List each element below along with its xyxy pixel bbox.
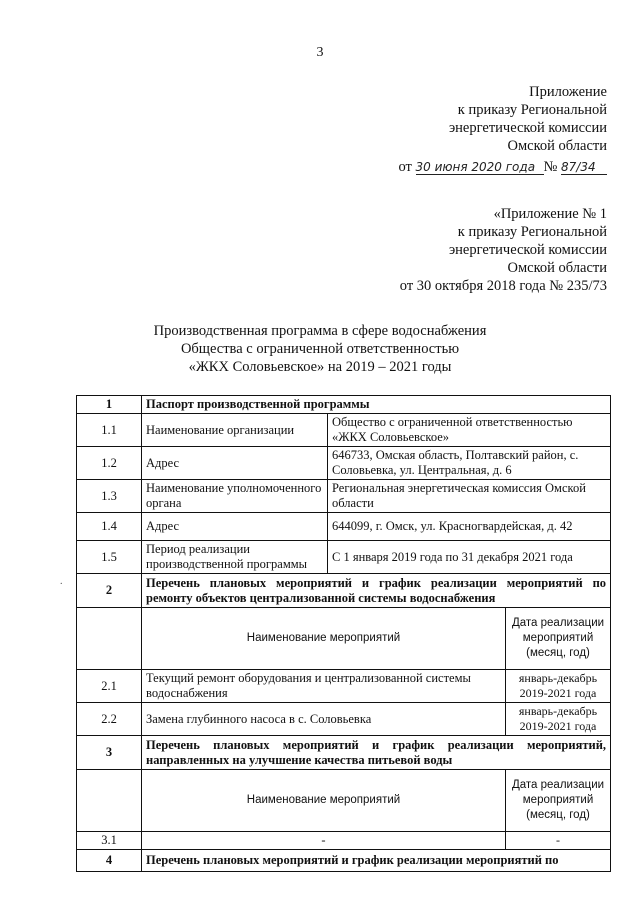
row-name: - [142,832,506,850]
row-label: Наименование организации [142,414,328,447]
row-label: Наименование уполномоченного органа [142,480,328,513]
row-label: Адрес [142,447,328,480]
section-number: 2 [77,574,142,608]
margin-mark: . [60,576,63,587]
appendix1-line: Омской области [507,260,607,276]
row-name: Текущий ремонт оборудования и централизованной системы водоснабжения [142,670,506,703]
appendix1-line: «Приложение № 1 [493,206,607,222]
section-row [77,850,611,872]
handwritten-date: 30 июня 2020 года [416,160,544,175]
row-value: С 1 января 2019 года по 31 декабря 2021 года [328,541,611,574]
title-line: Общества с ограниченной ответственностью [180,341,460,357]
row-number: 2.2 [77,703,142,736]
row-name: Замена глубинного насоса в с. Соловьевка [142,703,506,736]
section-row [77,574,611,608]
section-number: 3 [77,736,142,770]
handwritten-number: 87/34 [561,160,607,175]
row-value: 644099, г. Омск, ул. Красногвардейская, д. 42 [328,513,611,541]
appendix1-line: энергетической комиссии [448,242,607,258]
section-number: 4 [77,850,142,872]
section-row [77,396,611,414]
appendix1-line: к приказу Региональной [457,224,607,240]
row-value: 646733, Омская область, Полтавский район, с. Соловьевка, ул. Центральная, д. 6 [328,447,611,480]
column-header-date: Дата реализации мероприятий (месяц, год) [506,770,611,832]
row-date: январь-декабрь 2019-2021 года [506,670,611,703]
row-value: Региональная энергетическая комиссия Омской области [328,480,611,513]
empty-cell [77,608,142,670]
section-title: Перечень плановых мероприятий и график реализации мероприятий, направленных на улучшение качества питьевой воды [142,736,611,770]
section-title: Перечень плановых мероприятий и график реализации мероприятий по ремонту объектов централизованной системы водоснабжения [142,574,611,608]
appendix-line: энергетической комиссии [448,120,607,136]
row-date: - [506,832,611,850]
table-row [77,832,611,850]
section-row [77,736,611,770]
appendix-prefix: от [398,159,412,175]
appendix-line: Омской области [507,138,607,154]
document-title [0,322,640,376]
row-label: Период реализации производственной программы [142,541,328,574]
row-number: 1.2 [77,447,142,480]
table-header-row [77,770,611,832]
appendix1-block [400,205,607,295]
page-number: 3 [316,45,324,60]
empty-cell [77,770,142,832]
row-number: 1.1 [77,414,142,447]
row-number: 1.3 [77,480,142,513]
row-number: 2.1 [77,670,142,703]
row-number: 1.5 [77,541,142,574]
section-title: Паспорт производственной программы [142,396,611,414]
table-row [77,703,611,736]
row-number: 3.1 [77,832,142,850]
appendix-block [399,83,608,176]
table-row [77,541,611,574]
program-table [76,395,611,872]
column-header-name: Наименование мероприятий [142,770,506,832]
table-row [77,414,611,447]
table-row [77,670,611,703]
table-row [77,480,611,513]
appendix-line: Приложение [529,84,607,100]
column-header-name: Наименование мероприятий [142,608,506,670]
section-title: Перечень плановых мероприятий и график реализации мероприятий по [142,850,611,872]
row-date: январь-декабрь 2019-2021 года [506,703,611,736]
table-row [77,513,611,541]
row-value: Общество с ограниченной ответственностью «ЖКХ Соловьевское» [328,414,611,447]
column-header-date: Дата реализации мероприятий (месяц, год) [506,608,611,670]
table-row [77,447,611,480]
appendix1-line: от 30 октября 2018 года № 235/73 [399,278,607,294]
row-label: Адрес [142,513,328,541]
number-sign: № [543,159,558,175]
title-line: «ЖКХ Соловьевское» на 2019 – 2021 годы [188,359,452,375]
title-line: Производственная программа в сфере водоснабжения [153,323,487,339]
table-header-row [77,608,611,670]
row-number: 1.4 [77,513,142,541]
section-number: 1 [77,396,142,414]
appendix-date-line [399,158,608,176]
appendix-line: к приказу Региональной [457,102,607,118]
